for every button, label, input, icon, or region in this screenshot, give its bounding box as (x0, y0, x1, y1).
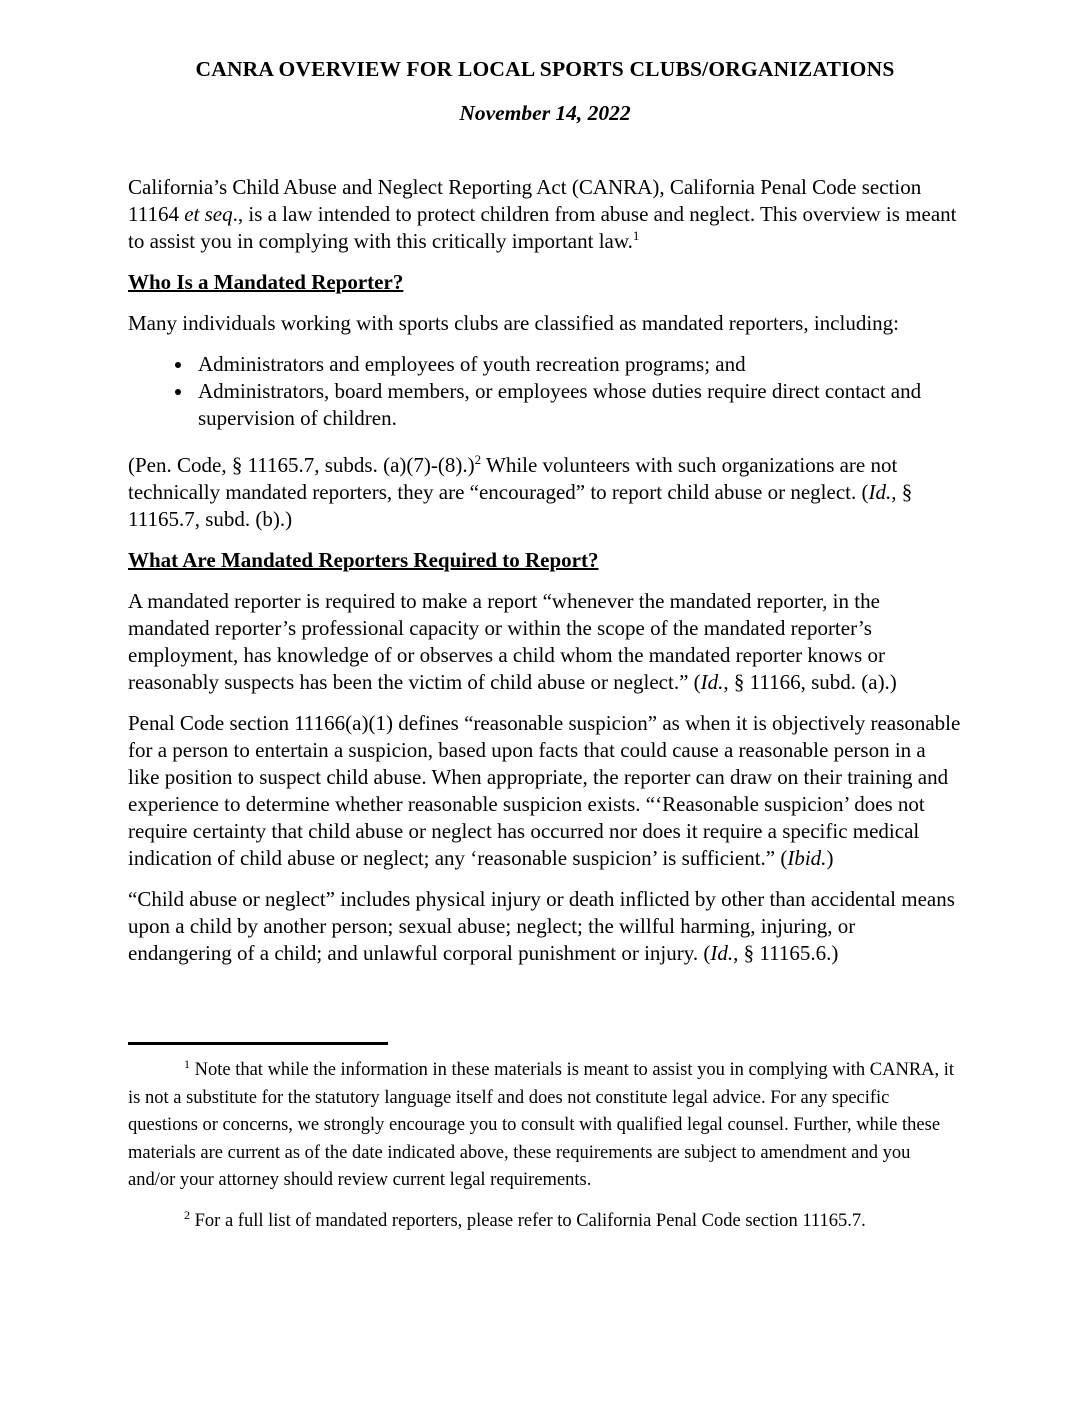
footnote-2 (128, 1208, 962, 1236)
report-duty-id: Id. (700, 670, 724, 694)
footnote-1-marker: 1 (184, 1056, 190, 1071)
footnote-1-text: Note that while the information in these materials is meant to assist you in complying with CANRA, it is not a substitute for the statutory language itself and does not constitute legal advice. For any specific questions or concerns, we strongly encourage you to consult with qualified legal counsel. Further, while these materials are current as of the date indicated above, these requirements are subject to amendment and you and/or your attorney should review current legal requirements. (128, 1060, 955, 1190)
report-duty-text: A mandated reporter is required to make a report “whenever the mandated reporter, in the mandated reporter’s professional capacity or within the scope of the mandated reporter’s employment, has knowledge of or observes a child whom the mandated reporter knows or reasonably suspects has been the victim of child abuse or neglect.” ( (128, 589, 885, 694)
footnote-ref-1: 1 (632, 228, 640, 243)
intro-text-cont: ., is a law intended to protect children from abuse and neglect. This overview is meant to assist you in complying with this critically important law. (128, 202, 957, 253)
section-heading-who-is-mandated-reporter: Who Is a Mandated Reporter? (128, 270, 404, 294)
footnote-1 (128, 1057, 962, 1195)
reasonable-suspicion-ibid: Ibid. (787, 846, 827, 870)
report-duty-tail: , § 11166, subd. (a).) (723, 670, 897, 694)
bullet-list (128, 351, 962, 432)
abuse-definition-id: Id. (710, 941, 734, 965)
footnote-ref-2: 2 (474, 452, 482, 467)
bullet-item-youth-programs: • Administrators and employees of youth recreation programs; and (194, 351, 962, 378)
footnotes-section (128, 1042, 962, 1248)
document-title: CANRA OVERVIEW FOR LOCAL SPORTS CLUBS/ORGANIZATIONS (195, 57, 895, 81)
footnote-2-text: For a full list of mandated reporters, please refer to California Penal Code section 11165.7. (190, 1210, 866, 1231)
abuse-definition-text: “Child abuse or neglect” includes physical injury or death inflicted by other than accidental means upon a child by another person; sexual abuse; neglect; the willful harming, injuring, or endangering of a child; and unlawful corporal punishment or injury. ( (128, 887, 955, 965)
abuse-definition-tail: , § 11165.6.) (733, 941, 839, 965)
footnote-2-marker: 2 (184, 1207, 190, 1222)
pen-code-text: While volunteers with such organizations are not technically mandated reporters, they are “encouraged” to report child abuse or neglect. ( (128, 453, 898, 504)
document-content (128, 56, 962, 981)
pen-code-id: Id. (868, 480, 892, 504)
intro-text: California’s Child Abuse and Neglect Reporting Act (CANRA), California Penal Code section 11164 (128, 175, 922, 226)
paragraph-mandated-reporters: Many individuals working with sports clubs are classified as mandated reporters, including: (128, 311, 900, 335)
pen-code-citation: (Pen. Code, § 11165.7, subds. (a)(7)-(8).) (128, 453, 475, 477)
bullet-item-direct-contact: • Administrators, board members, or employees whose duties require direct contact and supervision of children. (194, 378, 962, 432)
paragraph-intro (128, 174, 962, 255)
reasonable-suspicion-tail: ) (826, 846, 834, 870)
pen-code-tail: , § 11165.7, subd. (b).) (128, 480, 913, 531)
intro-et-seq: et seq (184, 202, 233, 226)
paragraph-pen-code (128, 452, 962, 533)
paragraph-abuse-definition (128, 886, 962, 967)
section-heading-what-to-report: What Are Mandated Reporters Required to Report? (128, 548, 599, 572)
footnote-separator (128, 1042, 388, 1045)
paragraph-report-duty (128, 588, 962, 696)
document-date: November 14, 2022 (459, 101, 631, 125)
reasonable-suspicion-text: Penal Code section 11166(a)(1) defines “reasonable suspicion” as when it is objectively reasonable for a person to entertain a suspicion, based upon facts that could cause a reasonable person in a like position to suspect child abuse. When appropriate, the reporter can draw on their training and experience to determine whether reasonable suspicion exists. “‘Reasonable suspicion’ does not require certainty that child abuse or neglect has occurred nor does it require a specific medical indication of child abuse or neglect; any ‘reasonable suspicion’ is sufficient.” ( (128, 711, 961, 870)
paragraph-reasonable-suspicion (128, 710, 962, 872)
